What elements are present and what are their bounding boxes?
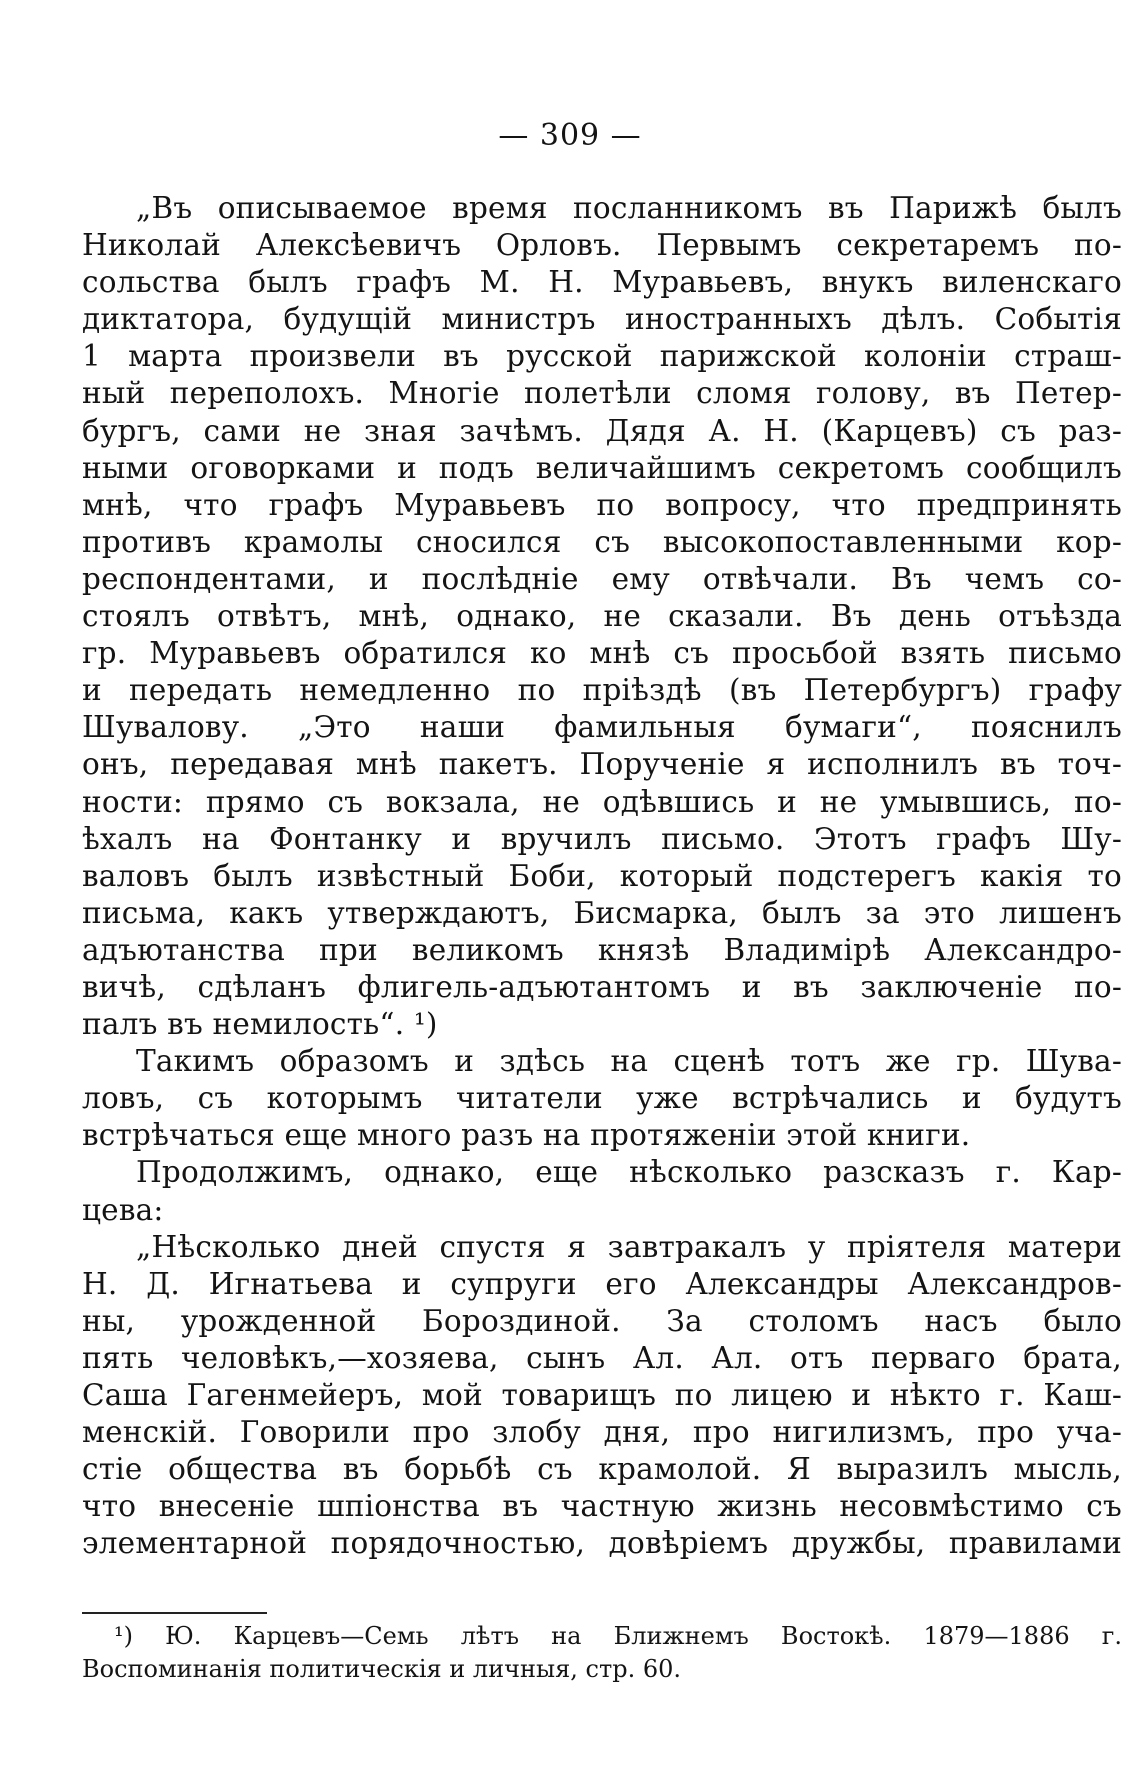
- text-line: пять человѣкъ,—хозяева, сынъ Ал. Ал. отъ перваго брата,: [82, 1340, 1122, 1375]
- text-line: вичѣ, сдѣланъ флигель-адъютантомъ и въ заключеніе по-: [82, 969, 1122, 1004]
- text-line: диктатора, будущій министръ иностранныхъ дѣлъ. Событія: [82, 302, 1122, 337]
- text-line: онъ, передавая мнѣ пакетъ. Порученіе я исполнилъ въ точ-: [82, 747, 1122, 782]
- text-line: респондентами, и послѣдніе ему отвѣчали. Въ чемъ со-: [82, 561, 1122, 596]
- text-line: Н. Д. Игнатьева и супруги его Александры Александров-: [82, 1266, 1122, 1301]
- text-line: цева:: [82, 1192, 164, 1227]
- footnote-line: Воспоминанія политическія и личныя, стр. 60.: [82, 1655, 682, 1683]
- text-line: Николай Алексѣевичъ Орловъ. Первымъ секретаремъ по-: [82, 228, 1122, 263]
- text-line: стоялъ отвѣтъ, мнѣ, однако, не сказали. Въ день отъѣзда: [82, 599, 1122, 634]
- text-line: противъ крамолы сносился съ высокопоставленными кор-: [82, 524, 1122, 559]
- text-line: „Нѣсколько дней спустя я завтракалъ у пріятеля матери: [136, 1229, 1122, 1264]
- text-line: 1 марта произвели въ русской парижской колоніи страш-: [82, 339, 1122, 374]
- body-text: [82, 190, 1122, 1562]
- footnote-line: ¹) Ю. Карцевъ—Семь лѣтъ на Ближнемъ Востокѣ. 1879—1886 г.: [114, 1622, 1122, 1650]
- text-line: палъ въ немилость“. ¹): [82, 1007, 438, 1042]
- text-line: элементарной порядочностью, довѣріемъ дружбы, правилами: [82, 1526, 1122, 1561]
- text-line: Продолжимъ, однако, еще нѣсколько разсказъ г. Кар-: [136, 1155, 1122, 1190]
- text-line: гр. Муравьевъ обратился ко мнѣ съ просьбой взять письмо: [82, 636, 1122, 671]
- text-line: бургъ, сами не зная зачѣмъ. Дядя А. Н. (Карцевъ) съ раз-: [82, 413, 1122, 448]
- footnote-divider: [82, 1612, 267, 1614]
- text-line: и передать немедленно по пріѣздѣ (въ Петербургъ) графу: [82, 673, 1122, 708]
- text-line: стіе общества въ борьбѣ съ крамолой. Я выразилъ мысль,: [82, 1452, 1122, 1487]
- page-number: — 309 —: [498, 118, 642, 153]
- text-line: письма, какъ утверждаютъ, Бисмарка, былъ за это лишенъ: [82, 895, 1122, 930]
- text-line: ный переполохъ. Многіе полетѣли сломя голову, въ Петер-: [82, 376, 1122, 411]
- text-line: встрѣчаться еще много разъ на протяженіи этой книги.: [82, 1118, 971, 1153]
- text-line: „Въ описываемое время посланникомъ въ Парижѣ былъ: [136, 191, 1122, 225]
- text-line: мнѣ, что графъ Муравьевъ по вопросу, что предпринять: [82, 487, 1122, 522]
- footnotes: [82, 1620, 1122, 1686]
- text-line: валовъ былъ извѣстный Боби, который подстерегъ какія то: [82, 858, 1122, 893]
- text-line: Шувалову. „Это наши фамильныя бумаги“, пояснилъ: [82, 710, 1122, 745]
- text-line: ѣхалъ на Фонтанку и вручилъ письмо. Этотъ графъ Шу-: [82, 821, 1122, 856]
- text-line: сольства былъ графъ М. Н. Муравьевъ, внукъ виленскаго: [82, 265, 1122, 300]
- text-line: ловъ, съ которымъ читатели уже встрѣчались и будутъ: [82, 1081, 1122, 1116]
- text-line: ны, урожденной Бороздиной. За столомъ насъ было: [82, 1303, 1122, 1338]
- text-line: адъютанства при великомъ князѣ Владимірѣ Александро-: [82, 932, 1122, 967]
- text-line: ными оговорками и подъ величайшимъ секретомъ сообщилъ: [82, 450, 1122, 485]
- text-line: что внесеніе шпіонства въ частную жизнь несовмѣстимо съ: [82, 1489, 1122, 1524]
- text-line: Саша Гагенмейеръ, мой товарищъ по лицею и нѣкто г. Каш-: [82, 1378, 1122, 1412]
- text-line: менскій. Говорили про злобу дня, про нигилизмъ, про уча-: [82, 1415, 1122, 1450]
- text-line: ности: прямо съ вокзала, не одѣвшись и не умывшись, по-: [82, 784, 1122, 819]
- text-line: Такимъ образомъ и здѣсь на сценѣ тотъ же гр. Шува-: [136, 1044, 1122, 1079]
